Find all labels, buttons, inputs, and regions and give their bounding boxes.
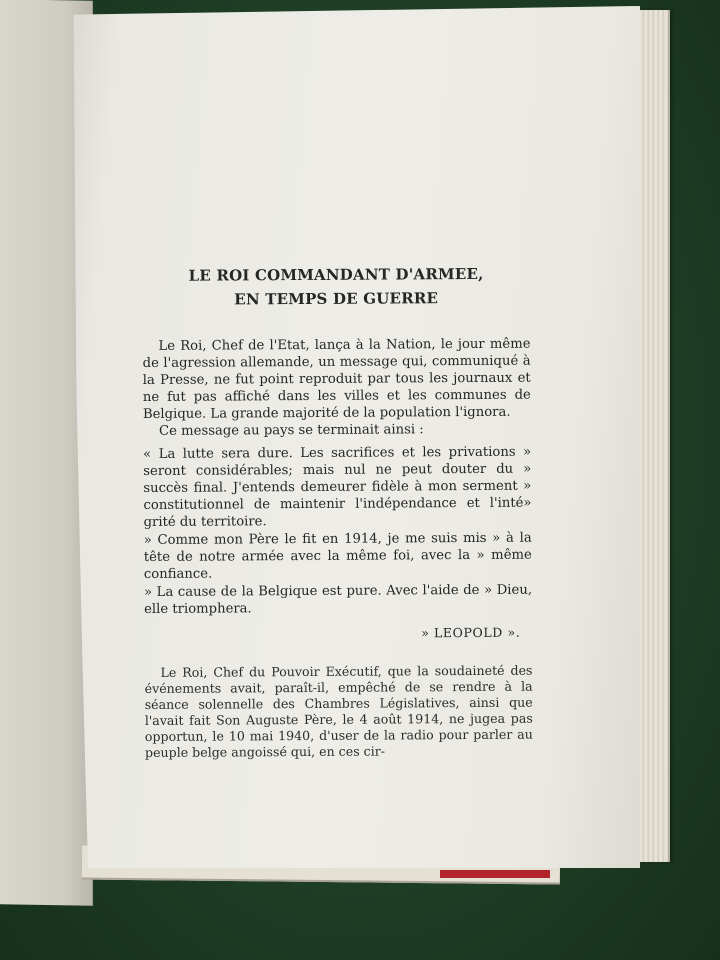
- chapter-title-line-2: EN TEMPS DE GUERRE: [234, 289, 439, 309]
- quote-paragraph-2: » Comme mon Père le fit en 1914, je me suis mis » à la tête de notre armée avec la même foi, avec la » même confiance.: [143, 530, 532, 582]
- quote-intro: Ce message au pays se terminait ainsi :: [158, 422, 424, 439]
- quote-paragraph-1: « La lutte sera dure. Les sacrifices et les privations » seront considérables; mais nul ne peut douter du » succès final. J'entends demeurer fidèle à mon serment » constitutionnel de maintenir l'indépendance et l'inté» grité du territoire.: [143, 444, 532, 530]
- red-cover-strip: [440, 870, 550, 878]
- chapter-title-line-1: LE ROI COMMANDANT D'ARMEE,: [188, 264, 484, 285]
- quote-signature: » LEOPOLD ».: [421, 624, 521, 641]
- royal-message-quote: [143, 444, 532, 643]
- quote-paragraph-3: » La cause de la Belgique est pure. Avec l'aide de » Dieu, elle triomphera.: [143, 582, 533, 617]
- paragraph-1: Le Roi, Chef de l'Etat, lança à la Nation, le jour même de l'agression allemande, un message qui, communiqué à la Presse, ne fut point reproduit par tous les journaux et ne fut pas affiché dans les villes et les communes de Belgique. La grande majorité de la population l'ignora.: [142, 336, 531, 422]
- paragraph-2: Le Roi, Chef du Pouvoir Exécutif, que la soudaineté des événements avait, paraît-il, empêché de se rendre à la séance solennelle des Chambres Législatives, ainsi que l'avait fait Son Auguste Père, le 4 août 1914, ne jugea pas opportun, le 10 mai 1940, d'user de la radio pour parler au peuple belge angoissé qui, en ces cir-: [144, 662, 533, 760]
- chapter-title: [142, 262, 530, 312]
- page-content: [142, 262, 533, 761]
